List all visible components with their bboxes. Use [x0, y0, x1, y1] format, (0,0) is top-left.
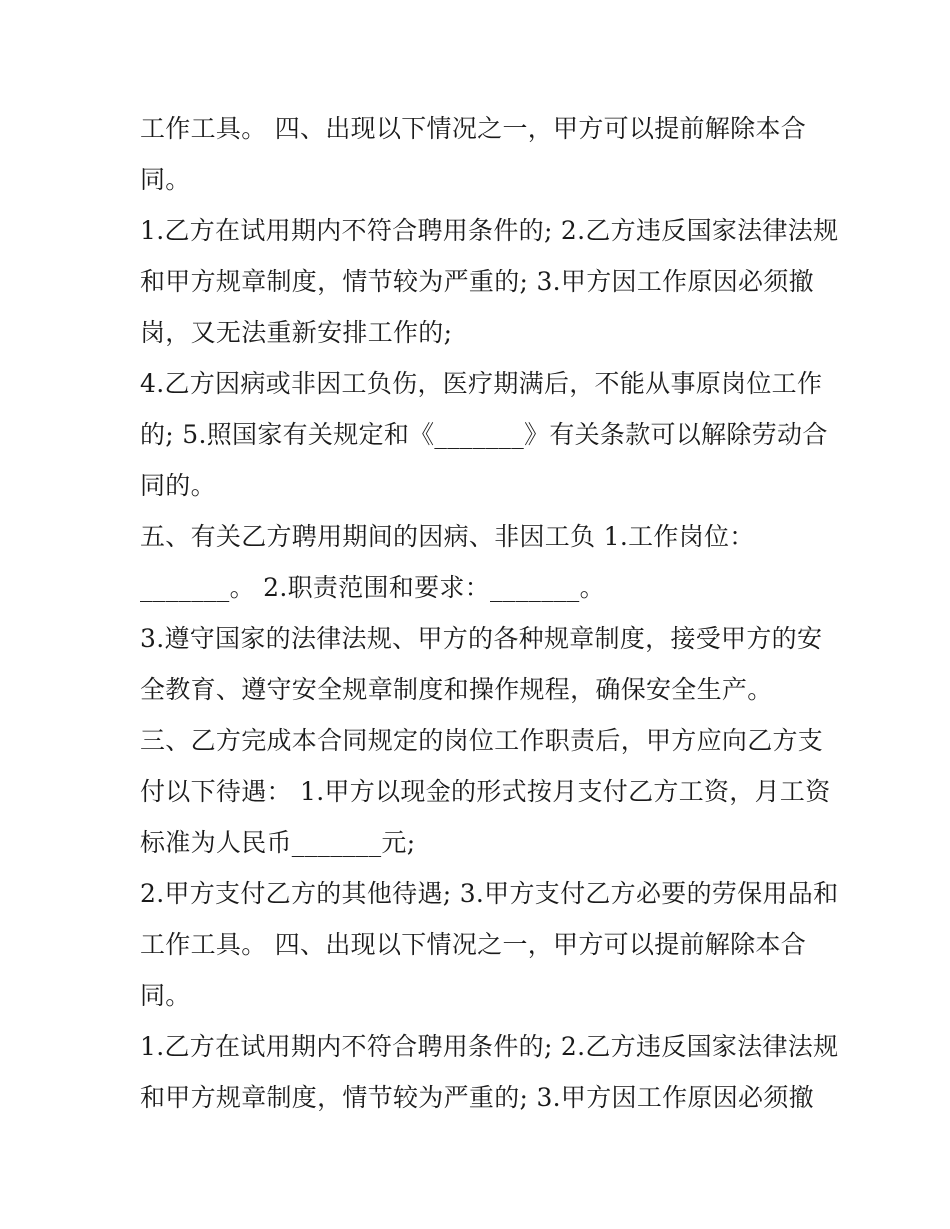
text-line: 岗，又无法重新安排工作的;: [140, 318, 453, 347]
text-line: 3.遵守国家的法律法规、甲方的各种规章制度，接受甲方的安: [140, 624, 823, 653]
text-line: 三、乙方完成本合同规定的岗位工作职责后，甲方应向乙方支: [140, 726, 824, 755]
text-line: _______。 2.职责范围和要求：_______。: [140, 573, 605, 602]
text-line: 全教育、遵守安全规章制度和操作规程，确保安全生产。: [140, 675, 773, 704]
text-line: 五、有关乙方聘用期间的因病、非因工负 1.工作岗位：: [140, 522, 755, 551]
text-line: 同的。: [140, 471, 216, 500]
text-line: 1.乙方在试用期内不符合聘用条件的; 2.乙方违反国家法律法规: [140, 1032, 839, 1061]
text-line: 2.甲方支付乙方的其他待遇; 3.甲方支付乙方必要的劳保用品和: [140, 879, 839, 908]
text-line: 工作工具。 四、出现以下情况之一，甲方可以提前解除本合: [140, 930, 807, 959]
text-line: 和甲方规章制度，情节较为严重的; 3.甲方因工作原因必须撤: [140, 267, 814, 296]
text-line: 1.乙方在试用期内不符合聘用条件的; 2.乙方违反国家法律法规: [140, 216, 839, 245]
text-line: 付以下待遇： 1.甲方以现金的形式按月支付乙方工资，月工资: [140, 777, 831, 806]
text-line: 同。: [140, 165, 191, 194]
text-line: 同。: [140, 981, 191, 1010]
text-line: 工作工具。 四、出现以下情况之一，甲方可以提前解除本合: [140, 114, 807, 143]
text-line: 和甲方规章制度，情节较为严重的; 3.甲方因工作原因必须撤: [140, 1083, 814, 1112]
text-line: 4.乙方因病或非因工负伤，医疗期满后，不能从事原岗位工作: [140, 369, 823, 398]
text-line: 的; 5.照国家有关规定和《_______》有关条款可以解除劳动合: [140, 420, 828, 449]
text-line: 标准为人民币_______元;: [140, 828, 416, 857]
